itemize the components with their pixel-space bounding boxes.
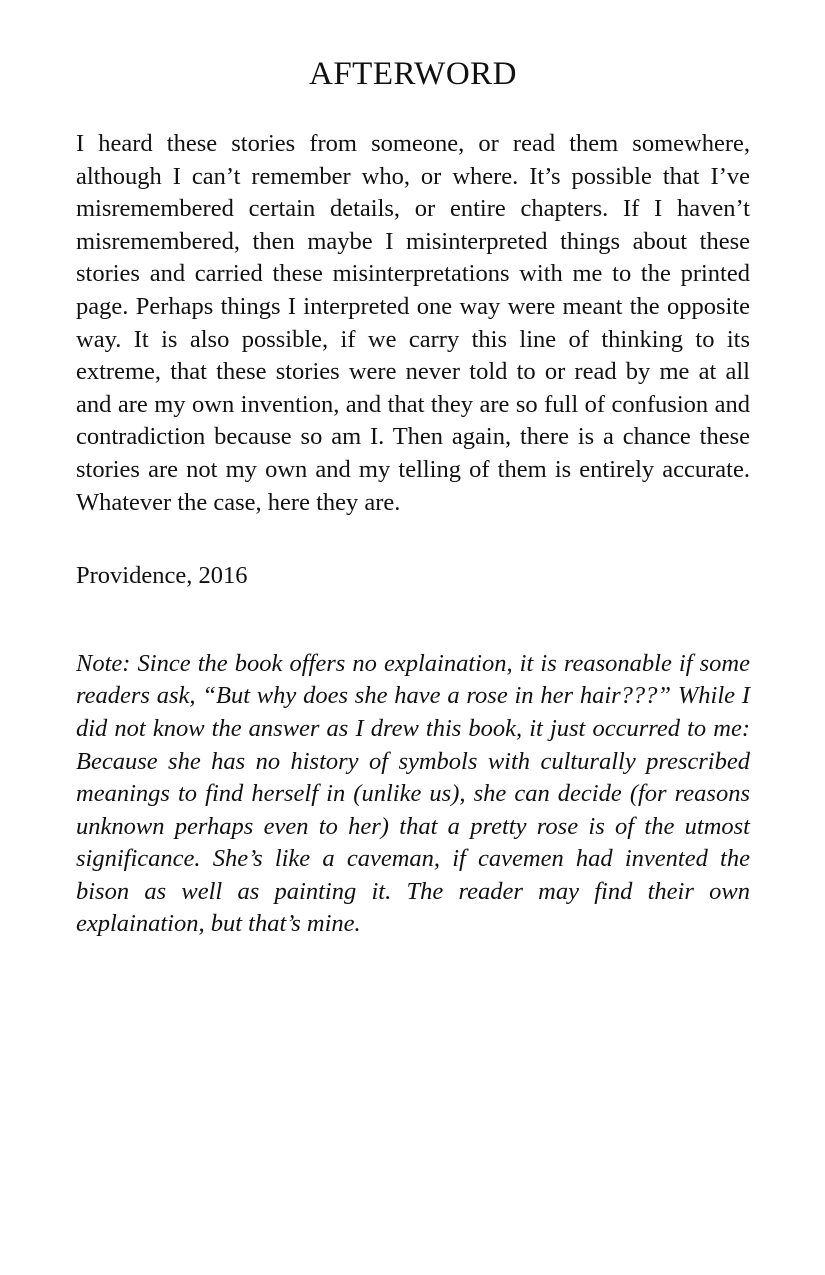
afterword-page [76,54,750,941]
place-date-signoff: Providence, 2016 [76,562,248,590]
page-title: AFTERWORD [308,56,517,92]
afterword-body-paragraph: I heard these stories from someone, or read them somewhere, although I can’t remember who, or where. It’s possible that I’ve misremembered certain details, or entire chapters. If I haven’t misremembered, then maybe I misinterpreted things about these stories and carried these misinterpretations with me to the printed page. Perhaps things I interpreted one way were meant the opposite way. It is also possible, if we carry this line of thinking to its extreme, that these stories were never told to or read by me at all and are my own invention, and that they are so full of confusion and contradiction because so am I. Then again, there is a chance these stories are not my own and my telling of them is entirely accurate. Whatever the case, here they are. [76,130,750,516]
author-note: Note: Since the book offers no explaination, it is reasonable if some readers ask, “But why does she have a rose in her hair???” While I did not know the answer as I drew this book, it just occurred to me: Because she has no history of symbols with culturally prescribed meanings to find herself in (unlike us), she can decide (for reasons unknown perhaps even to her) that a pretty rose is of the utmost significance. She’s like a caveman, if cavemen had invented the bison as well as painting it. The reader may find their own explaination, but that’s mine. [76,649,750,938]
